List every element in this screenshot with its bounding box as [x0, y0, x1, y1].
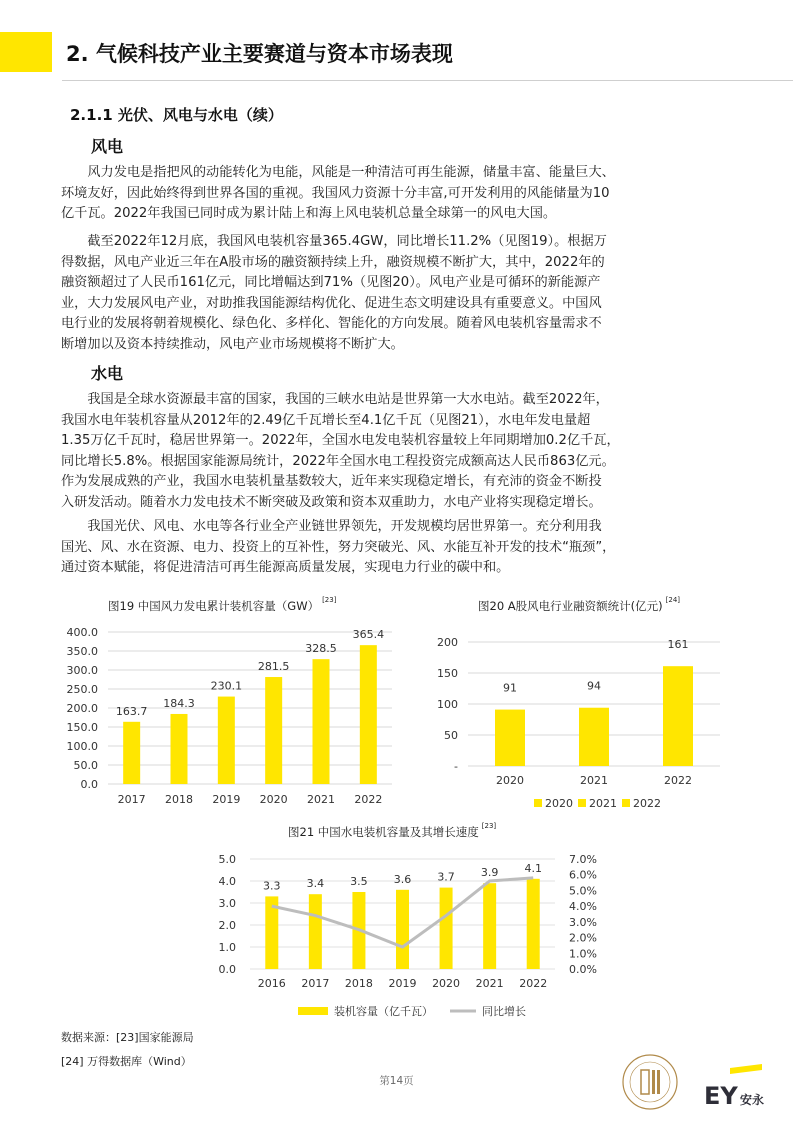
paragraph-line: 风力发电是指把风的动能转化为电能，风能是一种清洁可再生能源，储量丰富、能量巨大、 [61, 165, 615, 180]
y-tick-label: 200.0 [66, 702, 98, 715]
x-tick-label: 2021 [307, 793, 335, 806]
bar [663, 666, 693, 766]
y-tick-label: 4.0 [218, 875, 236, 888]
data-label: 3.4 [306, 877, 325, 891]
x-tick-label: 2021 [580, 774, 608, 787]
x-tick-label: 2022 [664, 774, 692, 787]
data-label: 161 [667, 638, 689, 652]
bar [579, 708, 609, 766]
wind-heading: 风电 [91, 137, 124, 156]
bar [360, 645, 377, 784]
x-tick-label: 2020 [259, 793, 288, 806]
paragraph-line: 业，大力发展风电产业，对助推我国能源结构优化、促进生态文明建设具有重要意义。中国风 [61, 295, 602, 311]
legend-label: 2020 [545, 797, 573, 810]
svg-text:EY: EY [704, 1082, 738, 1110]
y-tick-label: 300.0 [66, 664, 98, 677]
y2-tick-label: 4.0% [569, 900, 597, 914]
paragraph-line: 融资额超过了人民币161亿元，同比增幅达到71%（见图20）。风电产业是可循环的新能源产 [61, 275, 601, 291]
header-accent-bar [0, 32, 52, 72]
chart21-hydro-capacity [210, 843, 597, 1023]
x-tick-label: 2020 [496, 774, 524, 787]
bar [396, 890, 409, 969]
y2-tick-label: 0.0% [569, 963, 597, 976]
y2-tick-label: 5.0% [569, 884, 597, 898]
paragraph-line: 截至2022年12月底，我国风电装机容量365.4GW，同比增长11.2%（见图19）。根据万 [61, 234, 607, 249]
y-tick-label: 350.0 [66, 645, 98, 658]
ey-logo [700, 1064, 790, 1114]
paragraph-line: 作为发展成熟的产业，我国水电装机量基数较大，近年来实现稳定增长，有充沛的资金不断投 [61, 474, 602, 490]
hydro-paragraph-1 [61, 390, 739, 514]
data-label: 3.9 [480, 866, 499, 880]
source-note-2: [24] 万得数据库（Wind） [61, 1055, 192, 1068]
x-tick-label: 2019 [388, 977, 417, 990]
chart20-wind-financing [430, 618, 730, 818]
legend-swatch [534, 799, 542, 807]
legend-label: 同比增长 [482, 1005, 526, 1018]
data-label: 3.6 [393, 872, 412, 886]
bar [527, 879, 540, 969]
subsection-title: 2.1.1 光伏、风电与水电（续） [70, 106, 283, 124]
legend-label: 2021 [589, 797, 617, 810]
legend-label: 装机容量（亿千瓦） [334, 1005, 433, 1018]
paragraph-line: 亿千瓦。2022年我国已同时成为累计陆上和海上风电装机总量全球第一的风电大国。 [61, 206, 557, 222]
paragraph-line: 得数据，风电产业近三年在A股市场的融资额持续上升，融资规模不断扩大，其中，2022年的 [61, 254, 605, 270]
x-tick-label: 2017 [301, 977, 330, 990]
y2-tick-label: 1.0% [569, 947, 597, 961]
paragraph-line: 同比增长5.8%。根据国家能源局统计，2022年全国水电工程投资完成额高达人民币863亿元。 [61, 453, 615, 469]
y-tick-label: 1.0 [218, 941, 236, 954]
paragraph-line: 入研发活动。随着水力发电技术不断突破及政策和资本双重助力，水电产业将实现稳定增长。 [61, 494, 602, 510]
bar [309, 894, 322, 969]
bar [313, 659, 330, 784]
chart19-title: 图19 中国风力发电累计装机容量（GW） [23] [108, 596, 337, 613]
data-label: 3.7 [437, 870, 455, 884]
source-note-1: 数据来源：[23]国家能源局 [61, 1031, 194, 1044]
y-tick-label: 2.0 [218, 919, 236, 932]
legend-swatch [298, 1007, 328, 1015]
data-label: 230.1 [210, 679, 243, 693]
chart20-title: 图20 A股风电行业融资额统计(亿元) [24] [478, 596, 681, 613]
paragraph-line: 我国是全球水资源最丰富的国家，我国的三峡水电站是世界第一大水电站。截至2022年， [61, 392, 609, 407]
chart21-title: 图21 中国水电装机容量及其增长速度 [23] [288, 822, 497, 839]
page-title: 2. 气候科技产业主要赛道与资本市场表现 [66, 42, 453, 66]
data-label: 91 [503, 681, 517, 695]
paragraph-line: 国光、风、水在资源、电力、投资上的互补性，努力突破光、风、水能互补开发的技术“瓶颈”， [61, 539, 616, 555]
legend-swatch [622, 799, 630, 807]
bar [440, 888, 453, 969]
x-tick-label: 2021 [475, 977, 504, 990]
y-tick-label: 3.0 [218, 897, 236, 910]
bar [218, 697, 235, 784]
x-tick-label: 2022 [354, 793, 383, 806]
legend-label: 2022 [633, 797, 661, 810]
y2-tick-label: 3.0% [569, 915, 597, 929]
hydro-heading: 水电 [91, 364, 124, 383]
data-label: 94 [587, 679, 601, 693]
y-tick-label: 0.0 [80, 778, 98, 791]
data-label: 281.5 [257, 660, 290, 674]
y-tick-label: 250.0 [66, 683, 98, 696]
bar [483, 883, 496, 969]
paragraph-line: 断增加以及资本持续推动，风电产业市场规模将不断扩大。 [61, 336, 404, 352]
x-tick-label: 2018 [165, 793, 193, 806]
paragraph-line: 通过资本赋能，将促进清洁可再生能源高质量发展，实现电力行业的碳中和。 [61, 560, 510, 576]
paragraph-line: 电行业的发展将朝着规模化、绿色化、多样化、智能化的方向发展。随着风电装机容量需求不 [61, 316, 602, 332]
x-tick-label: 2016 [257, 977, 286, 990]
bar [123, 722, 140, 784]
y2-tick-label: 2.0% [569, 931, 597, 945]
legend-swatch [578, 799, 586, 807]
y-tick-label: 100.0 [66, 740, 98, 753]
page-number: 第14页 [379, 1075, 414, 1087]
data-label: 184.3 [163, 696, 195, 710]
data-label: 3.3 [263, 879, 281, 893]
x-tick-label: 2017 [117, 793, 146, 806]
bar [265, 677, 282, 784]
paragraph-line: 我国光伏、风电、水电等各行业全产业链世界领先，开发规模均居世界第一。充分利用我 [61, 519, 602, 534]
wind-paragraph-1 [61, 163, 739, 225]
data-label: 365.4 [352, 628, 385, 642]
y-tick-label: 50 [444, 729, 458, 742]
y-tick-label: 400.0 [66, 626, 98, 639]
chart19-wind-capacity [60, 618, 400, 818]
data-label: 4.1 [524, 861, 542, 875]
y-tick-label: 200 [437, 636, 458, 649]
x-tick-label: 2018 [344, 977, 373, 990]
x-tick-label: 2019 [212, 793, 241, 806]
bar [171, 714, 188, 784]
wind-paragraph-2 [61, 232, 739, 356]
x-tick-label: 2022 [519, 977, 548, 990]
y2-tick-label: 7.0% [569, 853, 597, 866]
y-tick-label: - [454, 760, 458, 773]
data-label: 3.5 [350, 875, 368, 888]
header-divider [62, 80, 793, 81]
y-tick-label: 50.0 [73, 759, 98, 772]
paragraph-line: 1.35万亿千瓦时，稳居世界第一。2022年，全国水电发电装机容量较上年同期增加0.2亿千瓦， [61, 433, 620, 449]
y-tick-label: 150 [437, 667, 458, 680]
x-tick-label: 2020 [432, 977, 461, 990]
svg-text:安永: 安永 [740, 1093, 765, 1107]
y-tick-label: 0.0 [218, 963, 236, 976]
y-tick-label: 100 [437, 698, 458, 711]
paragraph-line: 我国水电年装机容量从2012年的2.49亿千瓦增长至4.1亿千瓦（见图21），水电年发电量超 [61, 412, 591, 428]
data-label: 328.5 [305, 642, 337, 656]
institute-seal-logo [620, 1052, 680, 1112]
paragraph-line: 环境友好，因此始终得到世界各国的重视。我国风力资源十分丰富,可开发利用的风能储量为10 [61, 185, 610, 201]
hydro-paragraph-2 [61, 517, 739, 579]
data-label: 163.7 [115, 704, 148, 718]
y-tick-label: 150.0 [66, 721, 98, 734]
y-tick-label: 5.0 [218, 853, 236, 866]
y2-tick-label: 6.0% [569, 868, 597, 882]
bar [495, 710, 525, 766]
